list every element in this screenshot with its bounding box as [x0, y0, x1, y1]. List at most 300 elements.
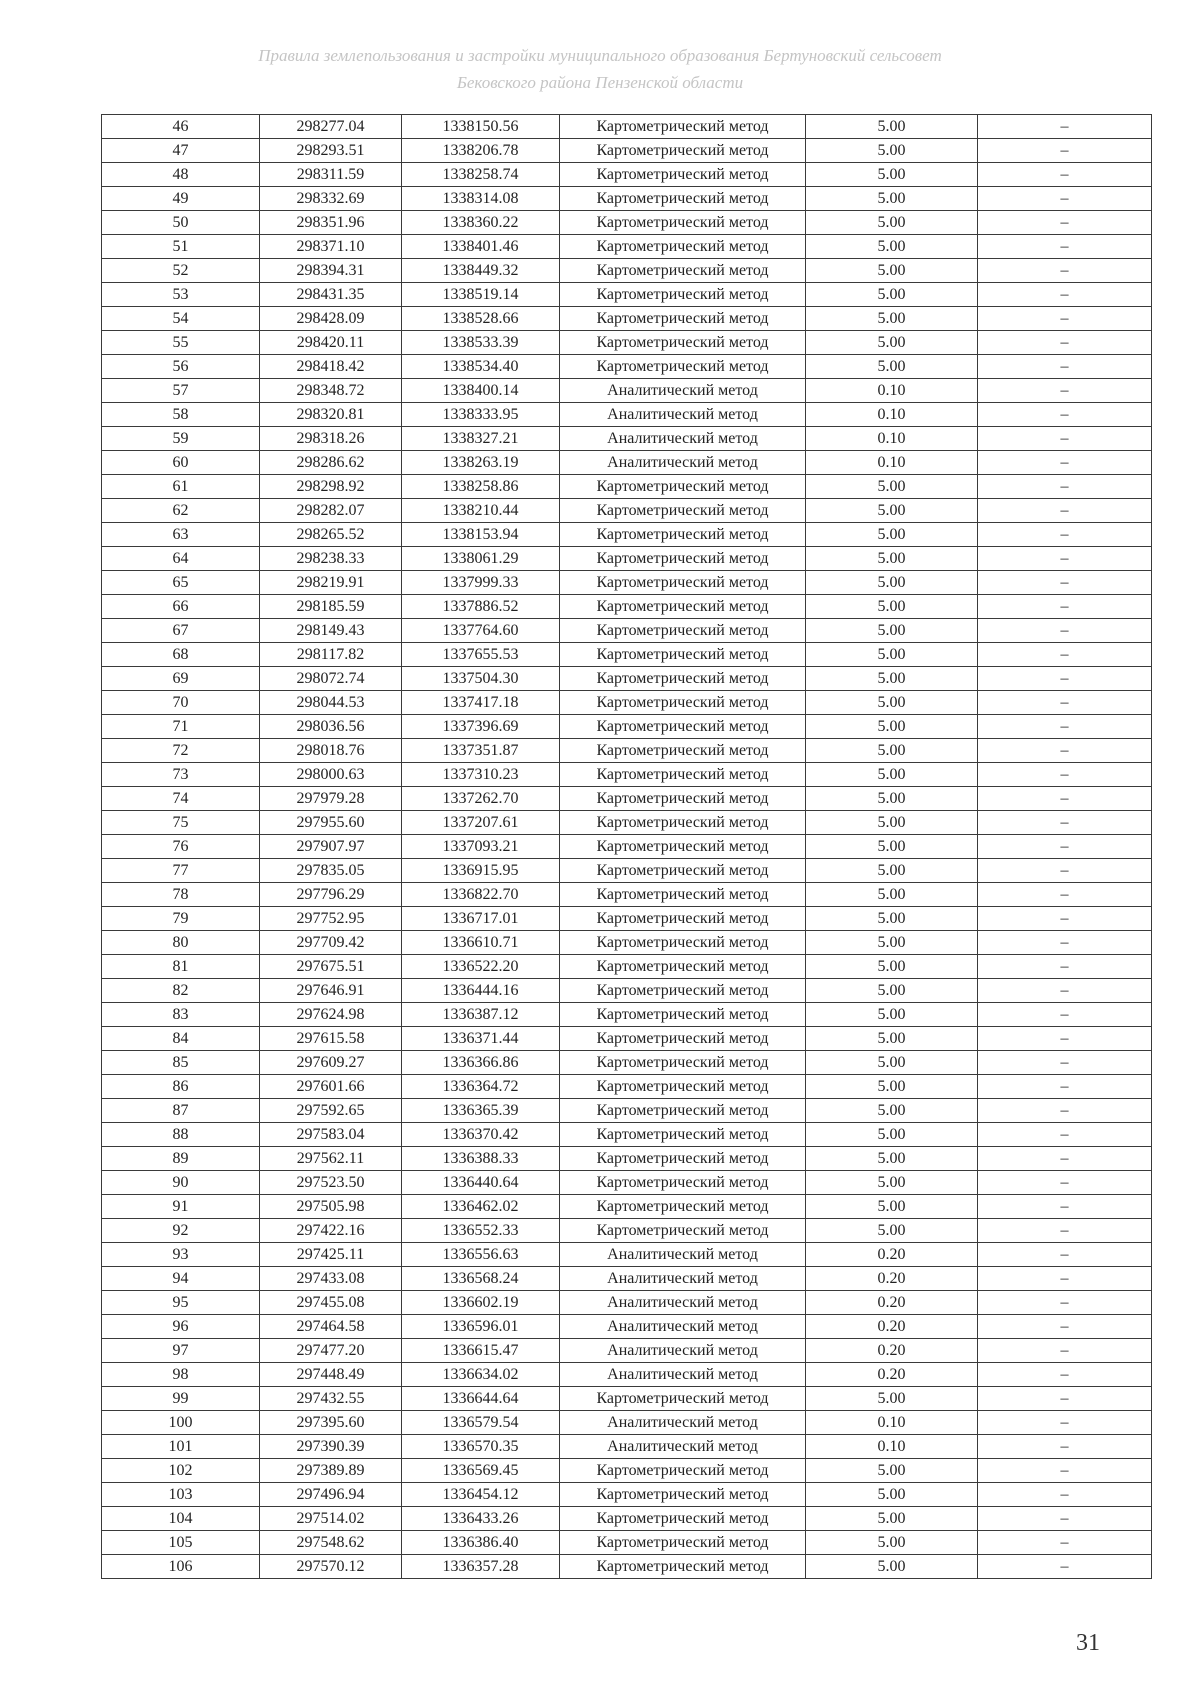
y-coordinate-cell: 1338314.08: [402, 187, 560, 211]
point-number-cell: 56: [102, 355, 260, 379]
x-coordinate-cell: 298420.11: [260, 331, 402, 355]
accuracy-cell: 5.00: [806, 619, 978, 643]
note-cell: –: [978, 1219, 1152, 1243]
method-cell: Картометрический метод: [560, 187, 806, 211]
x-coordinate-cell: 298332.69: [260, 187, 402, 211]
x-coordinate-cell: 298431.35: [260, 283, 402, 307]
table-row: [102, 643, 1152, 667]
y-coordinate-cell: 1338519.14: [402, 283, 560, 307]
table-row: [102, 1411, 1152, 1435]
method-cell: Картометрический метод: [560, 259, 806, 283]
point-number-cell: 59: [102, 427, 260, 451]
table-row: [102, 1507, 1152, 1531]
x-coordinate-cell: 298185.59: [260, 595, 402, 619]
table-row: [102, 139, 1152, 163]
point-number-cell: 46: [102, 115, 260, 139]
method-cell: Картометрический метод: [560, 739, 806, 763]
running-header-line-2: Бековского района Пензенской области: [456, 73, 744, 92]
y-coordinate-cell: 1336370.42: [402, 1123, 560, 1147]
method-cell: Картометрический метод: [560, 139, 806, 163]
note-cell: –: [978, 1387, 1152, 1411]
x-coordinate-cell: 298293.51: [260, 139, 402, 163]
y-coordinate-cell: 1336822.70: [402, 883, 560, 907]
method-cell: Картометрический метод: [560, 1219, 806, 1243]
table-row: [102, 907, 1152, 931]
x-coordinate-cell: 297583.04: [260, 1123, 402, 1147]
point-number-cell: 64: [102, 547, 260, 571]
x-coordinate-cell: 297448.49: [260, 1363, 402, 1387]
accuracy-cell: 5.00: [806, 667, 978, 691]
point-number-cell: 93: [102, 1243, 260, 1267]
y-coordinate-cell: 1336365.39: [402, 1099, 560, 1123]
accuracy-cell: 5.00: [806, 139, 978, 163]
table-row: [102, 523, 1152, 547]
note-cell: –: [978, 859, 1152, 883]
y-coordinate-cell: 1337262.70: [402, 787, 560, 811]
method-cell: Картометрический метод: [560, 283, 806, 307]
y-coordinate-cell: 1336569.45: [402, 1459, 560, 1483]
x-coordinate-cell: 298394.31: [260, 259, 402, 283]
note-cell: –: [978, 1243, 1152, 1267]
point-number-cell: 86: [102, 1075, 260, 1099]
method-cell: Картометрический метод: [560, 835, 806, 859]
method-cell: Аналитический метод: [560, 1315, 806, 1339]
y-coordinate-cell: 1336454.12: [402, 1483, 560, 1507]
accuracy-cell: 5.00: [806, 547, 978, 571]
x-coordinate-cell: 297514.02: [260, 1507, 402, 1531]
method-cell: Аналитический метод: [560, 1411, 806, 1435]
y-coordinate-cell: 1338400.14: [402, 379, 560, 403]
point-number-cell: 58: [102, 403, 260, 427]
method-cell: Картометрический метод: [560, 1027, 806, 1051]
method-cell: Картометрический метод: [560, 1507, 806, 1531]
x-coordinate-cell: 297955.60: [260, 811, 402, 835]
y-coordinate-cell: 1337310.23: [402, 763, 560, 787]
accuracy-cell: 5.00: [806, 1003, 978, 1027]
x-coordinate-cell: 297455.08: [260, 1291, 402, 1315]
point-number-cell: 49: [102, 187, 260, 211]
table-row: [102, 1195, 1152, 1219]
accuracy-cell: 5.00: [806, 1027, 978, 1051]
accuracy-cell: 5.00: [806, 1507, 978, 1531]
accuracy-cell: 5.00: [806, 835, 978, 859]
note-cell: –: [978, 739, 1152, 763]
table-row: [102, 691, 1152, 715]
method-cell: Картометрический метод: [560, 883, 806, 907]
accuracy-cell: 5.00: [806, 859, 978, 883]
table-row: [102, 955, 1152, 979]
table-row: [102, 1051, 1152, 1075]
accuracy-cell: 5.00: [806, 307, 978, 331]
table-row: [102, 283, 1152, 307]
y-coordinate-cell: 1336634.02: [402, 1363, 560, 1387]
accuracy-cell: 5.00: [806, 235, 978, 259]
table-row: [102, 1003, 1152, 1027]
y-coordinate-cell: 1336570.35: [402, 1435, 560, 1459]
x-coordinate-cell: 298298.92: [260, 475, 402, 499]
point-number-cell: 53: [102, 283, 260, 307]
accuracy-cell: 5.00: [806, 475, 978, 499]
accuracy-cell: 5.00: [806, 979, 978, 1003]
note-cell: –: [978, 1459, 1152, 1483]
note-cell: –: [978, 715, 1152, 739]
running-header-line-1: Правила землепользования и застройки муниципального образования Бертуновский сельсовет: [258, 46, 942, 65]
point-number-cell: 62: [102, 499, 260, 523]
coordinates-table-body: [102, 115, 1152, 1579]
method-cell: Картометрический метод: [560, 163, 806, 187]
x-coordinate-cell: 298018.76: [260, 739, 402, 763]
point-number-cell: 99: [102, 1387, 260, 1411]
point-number-cell: 92: [102, 1219, 260, 1243]
point-number-cell: 95: [102, 1291, 260, 1315]
x-coordinate-cell: 298044.53: [260, 691, 402, 715]
point-number-cell: 66: [102, 595, 260, 619]
method-cell: Картометрический метод: [560, 1123, 806, 1147]
note-cell: –: [978, 1363, 1152, 1387]
note-cell: –: [978, 451, 1152, 475]
note-cell: –: [978, 1171, 1152, 1195]
method-cell: Картометрический метод: [560, 1099, 806, 1123]
x-coordinate-cell: 298238.33: [260, 547, 402, 571]
point-number-cell: 104: [102, 1507, 260, 1531]
y-coordinate-cell: 1337417.18: [402, 691, 560, 715]
point-number-cell: 61: [102, 475, 260, 499]
accuracy-cell: 5.00: [806, 187, 978, 211]
table-row: [102, 1387, 1152, 1411]
x-coordinate-cell: 298000.63: [260, 763, 402, 787]
x-coordinate-cell: 297570.12: [260, 1555, 402, 1579]
method-cell: Картометрический метод: [560, 1147, 806, 1171]
note-cell: –: [978, 1075, 1152, 1099]
point-number-cell: 48: [102, 163, 260, 187]
table-row: [102, 1555, 1152, 1579]
x-coordinate-cell: 297390.39: [260, 1435, 402, 1459]
note-cell: –: [978, 475, 1152, 499]
y-coordinate-cell: 1336388.33: [402, 1147, 560, 1171]
y-coordinate-cell: 1337351.87: [402, 739, 560, 763]
table-row: [102, 451, 1152, 475]
y-coordinate-cell: 1338153.94: [402, 523, 560, 547]
accuracy-cell: 0.10: [806, 403, 978, 427]
accuracy-cell: 5.00: [806, 259, 978, 283]
point-number-cell: 106: [102, 1555, 260, 1579]
method-cell: Картометрический метод: [560, 307, 806, 331]
y-coordinate-cell: 1336386.40: [402, 1531, 560, 1555]
accuracy-cell: 0.20: [806, 1339, 978, 1363]
x-coordinate-cell: 298219.91: [260, 571, 402, 595]
x-coordinate-cell: 297752.95: [260, 907, 402, 931]
method-cell: Аналитический метод: [560, 1339, 806, 1363]
x-coordinate-cell: 297609.27: [260, 1051, 402, 1075]
note-cell: –: [978, 1123, 1152, 1147]
note-cell: –: [978, 1003, 1152, 1027]
note-cell: –: [978, 907, 1152, 931]
table-row: [102, 1027, 1152, 1051]
table-row: [102, 1243, 1152, 1267]
table-row: [102, 307, 1152, 331]
running-header: [0, 42, 1200, 96]
y-coordinate-cell: 1336610.71: [402, 931, 560, 955]
note-cell: –: [978, 547, 1152, 571]
y-coordinate-cell: 1338333.95: [402, 403, 560, 427]
accuracy-cell: 5.00: [806, 1483, 978, 1507]
y-coordinate-cell: 1336366.86: [402, 1051, 560, 1075]
accuracy-cell: 5.00: [806, 763, 978, 787]
table-row: [102, 835, 1152, 859]
point-number-cell: 85: [102, 1051, 260, 1075]
table-row: [102, 715, 1152, 739]
accuracy-cell: 0.20: [806, 1291, 978, 1315]
accuracy-cell: 5.00: [806, 331, 978, 355]
table-row: [102, 1339, 1152, 1363]
accuracy-cell: 5.00: [806, 283, 978, 307]
note-cell: –: [978, 1195, 1152, 1219]
table-row: [102, 499, 1152, 523]
x-coordinate-cell: 297646.91: [260, 979, 402, 1003]
accuracy-cell: 5.00: [806, 1123, 978, 1147]
table-row: [102, 595, 1152, 619]
method-cell: Картометрический метод: [560, 355, 806, 379]
note-cell: –: [978, 1411, 1152, 1435]
note-cell: –: [978, 331, 1152, 355]
y-coordinate-cell: 1336915.95: [402, 859, 560, 883]
method-cell: Картометрический метод: [560, 1171, 806, 1195]
point-number-cell: 47: [102, 139, 260, 163]
note-cell: –: [978, 979, 1152, 1003]
y-coordinate-cell: 1338533.39: [402, 331, 560, 355]
point-number-cell: 91: [102, 1195, 260, 1219]
point-number-cell: 69: [102, 667, 260, 691]
y-coordinate-cell: 1336357.28: [402, 1555, 560, 1579]
point-number-cell: 60: [102, 451, 260, 475]
y-coordinate-cell: 1337207.61: [402, 811, 560, 835]
point-number-cell: 97: [102, 1339, 260, 1363]
method-cell: Картометрический метод: [560, 1531, 806, 1555]
method-cell: Аналитический метод: [560, 1435, 806, 1459]
x-coordinate-cell: 297496.94: [260, 1483, 402, 1507]
x-coordinate-cell: 298348.72: [260, 379, 402, 403]
y-coordinate-cell: 1338327.21: [402, 427, 560, 451]
note-cell: –: [978, 379, 1152, 403]
x-coordinate-cell: 297907.97: [260, 835, 402, 859]
method-cell: Картометрический метод: [560, 955, 806, 979]
method-cell: Картометрический метод: [560, 211, 806, 235]
x-coordinate-cell: 297601.66: [260, 1075, 402, 1099]
point-number-cell: 50: [102, 211, 260, 235]
y-coordinate-cell: 1338449.32: [402, 259, 560, 283]
table-row: [102, 403, 1152, 427]
accuracy-cell: 5.00: [806, 571, 978, 595]
note-cell: –: [978, 571, 1152, 595]
x-coordinate-cell: 297548.62: [260, 1531, 402, 1555]
y-coordinate-cell: 1336615.47: [402, 1339, 560, 1363]
x-coordinate-cell: 297675.51: [260, 955, 402, 979]
method-cell: Картометрический метод: [560, 1075, 806, 1099]
method-cell: Картометрический метод: [560, 475, 806, 499]
method-cell: Аналитический метод: [560, 1291, 806, 1315]
accuracy-cell: 5.00: [806, 1051, 978, 1075]
y-coordinate-cell: 1336433.26: [402, 1507, 560, 1531]
method-cell: Картометрический метод: [560, 1459, 806, 1483]
note-cell: –: [978, 1315, 1152, 1339]
note-cell: –: [978, 163, 1152, 187]
accuracy-cell: 0.20: [806, 1243, 978, 1267]
method-cell: Картометрический метод: [560, 763, 806, 787]
note-cell: –: [978, 427, 1152, 451]
x-coordinate-cell: 298036.56: [260, 715, 402, 739]
point-number-cell: 63: [102, 523, 260, 547]
table-row: [102, 1483, 1152, 1507]
method-cell: Картометрический метод: [560, 235, 806, 259]
method-cell: Аналитический метод: [560, 1363, 806, 1387]
note-cell: –: [978, 115, 1152, 139]
note-cell: –: [978, 523, 1152, 547]
accuracy-cell: 5.00: [806, 1387, 978, 1411]
note-cell: –: [978, 1267, 1152, 1291]
note-cell: –: [978, 931, 1152, 955]
accuracy-cell: 5.00: [806, 931, 978, 955]
point-number-cell: 84: [102, 1027, 260, 1051]
point-number-cell: 94: [102, 1267, 260, 1291]
note-cell: –: [978, 139, 1152, 163]
accuracy-cell: 0.20: [806, 1363, 978, 1387]
table-row: [102, 1315, 1152, 1339]
accuracy-cell: 5.00: [806, 739, 978, 763]
method-cell: Картометрический метод: [560, 715, 806, 739]
table-row: [102, 475, 1152, 499]
note-cell: –: [978, 235, 1152, 259]
y-coordinate-cell: 1336440.64: [402, 1171, 560, 1195]
note-cell: –: [978, 1531, 1152, 1555]
x-coordinate-cell: 298072.74: [260, 667, 402, 691]
x-coordinate-cell: 297562.11: [260, 1147, 402, 1171]
point-number-cell: 51: [102, 235, 260, 259]
x-coordinate-cell: 297796.29: [260, 883, 402, 907]
point-number-cell: 83: [102, 1003, 260, 1027]
point-number-cell: 96: [102, 1315, 260, 1339]
x-coordinate-cell: 297395.60: [260, 1411, 402, 1435]
accuracy-cell: 5.00: [806, 907, 978, 931]
point-number-cell: 82: [102, 979, 260, 1003]
method-cell: Картометрический метод: [560, 619, 806, 643]
method-cell: Картометрический метод: [560, 331, 806, 355]
y-coordinate-cell: 1336556.63: [402, 1243, 560, 1267]
table-row: [102, 859, 1152, 883]
table-row: [102, 979, 1152, 1003]
table-row: [102, 115, 1152, 139]
y-coordinate-cell: 1336462.02: [402, 1195, 560, 1219]
y-coordinate-cell: 1336568.24: [402, 1267, 560, 1291]
table-row: [102, 427, 1152, 451]
note-cell: –: [978, 499, 1152, 523]
y-coordinate-cell: 1337886.52: [402, 595, 560, 619]
page-number: 31: [1076, 1630, 1100, 1656]
table-row: [102, 1171, 1152, 1195]
note-cell: –: [978, 187, 1152, 211]
method-cell: Аналитический метод: [560, 1243, 806, 1267]
method-cell: Картометрический метод: [560, 523, 806, 547]
point-number-cell: 89: [102, 1147, 260, 1171]
table-row: [102, 1435, 1152, 1459]
y-coordinate-cell: 1336579.54: [402, 1411, 560, 1435]
method-cell: Картометрический метод: [560, 859, 806, 883]
note-cell: –: [978, 1291, 1152, 1315]
note-cell: –: [978, 1099, 1152, 1123]
y-coordinate-cell: 1338210.44: [402, 499, 560, 523]
method-cell: Картометрический метод: [560, 499, 806, 523]
point-number-cell: 100: [102, 1411, 260, 1435]
table-row: [102, 1531, 1152, 1555]
y-coordinate-cell: 1338528.66: [402, 307, 560, 331]
method-cell: Картометрический метод: [560, 931, 806, 955]
method-cell: Картометрический метод: [560, 979, 806, 1003]
y-coordinate-cell: 1338258.86: [402, 475, 560, 499]
method-cell: Картометрический метод: [560, 667, 806, 691]
note-cell: –: [978, 691, 1152, 715]
point-number-cell: 79: [102, 907, 260, 931]
x-coordinate-cell: 298320.81: [260, 403, 402, 427]
x-coordinate-cell: 297835.05: [260, 859, 402, 883]
note-cell: –: [978, 1027, 1152, 1051]
accuracy-cell: 5.00: [806, 787, 978, 811]
accuracy-cell: 0.10: [806, 451, 978, 475]
method-cell: Аналитический метод: [560, 1267, 806, 1291]
note-cell: –: [978, 763, 1152, 787]
accuracy-cell: 5.00: [806, 643, 978, 667]
accuracy-cell: 5.00: [806, 523, 978, 547]
accuracy-cell: 5.00: [806, 811, 978, 835]
table-row: [102, 931, 1152, 955]
point-number-cell: 71: [102, 715, 260, 739]
y-coordinate-cell: 1336644.64: [402, 1387, 560, 1411]
table-row: [102, 1291, 1152, 1315]
y-coordinate-cell: 1337093.21: [402, 835, 560, 859]
x-coordinate-cell: 297592.65: [260, 1099, 402, 1123]
y-coordinate-cell: 1337999.33: [402, 571, 560, 595]
note-cell: –: [978, 955, 1152, 979]
accuracy-cell: 5.00: [806, 115, 978, 139]
accuracy-cell: 5.00: [806, 715, 978, 739]
point-number-cell: 102: [102, 1459, 260, 1483]
table-row: [102, 1267, 1152, 1291]
note-cell: –: [978, 211, 1152, 235]
y-coordinate-cell: 1338150.56: [402, 115, 560, 139]
x-coordinate-cell: 298318.26: [260, 427, 402, 451]
table-row: [102, 787, 1152, 811]
note-cell: –: [978, 283, 1152, 307]
method-cell: Картометрический метод: [560, 1387, 806, 1411]
method-cell: Аналитический метод: [560, 427, 806, 451]
x-coordinate-cell: 297433.08: [260, 1267, 402, 1291]
table-row: [102, 1363, 1152, 1387]
point-number-cell: 52: [102, 259, 260, 283]
point-number-cell: 74: [102, 787, 260, 811]
accuracy-cell: 0.10: [806, 379, 978, 403]
accuracy-cell: 5.00: [806, 1075, 978, 1099]
y-coordinate-cell: 1336552.33: [402, 1219, 560, 1243]
method-cell: Картометрический метод: [560, 571, 806, 595]
point-number-cell: 72: [102, 739, 260, 763]
y-coordinate-cell: 1337396.69: [402, 715, 560, 739]
accuracy-cell: 5.00: [806, 1171, 978, 1195]
x-coordinate-cell: 297505.98: [260, 1195, 402, 1219]
point-number-cell: 80: [102, 931, 260, 955]
table-row: [102, 187, 1152, 211]
method-cell: Картометрический метод: [560, 595, 806, 619]
table-row: [102, 547, 1152, 571]
y-coordinate-cell: 1336444.16: [402, 979, 560, 1003]
point-number-cell: 98: [102, 1363, 260, 1387]
